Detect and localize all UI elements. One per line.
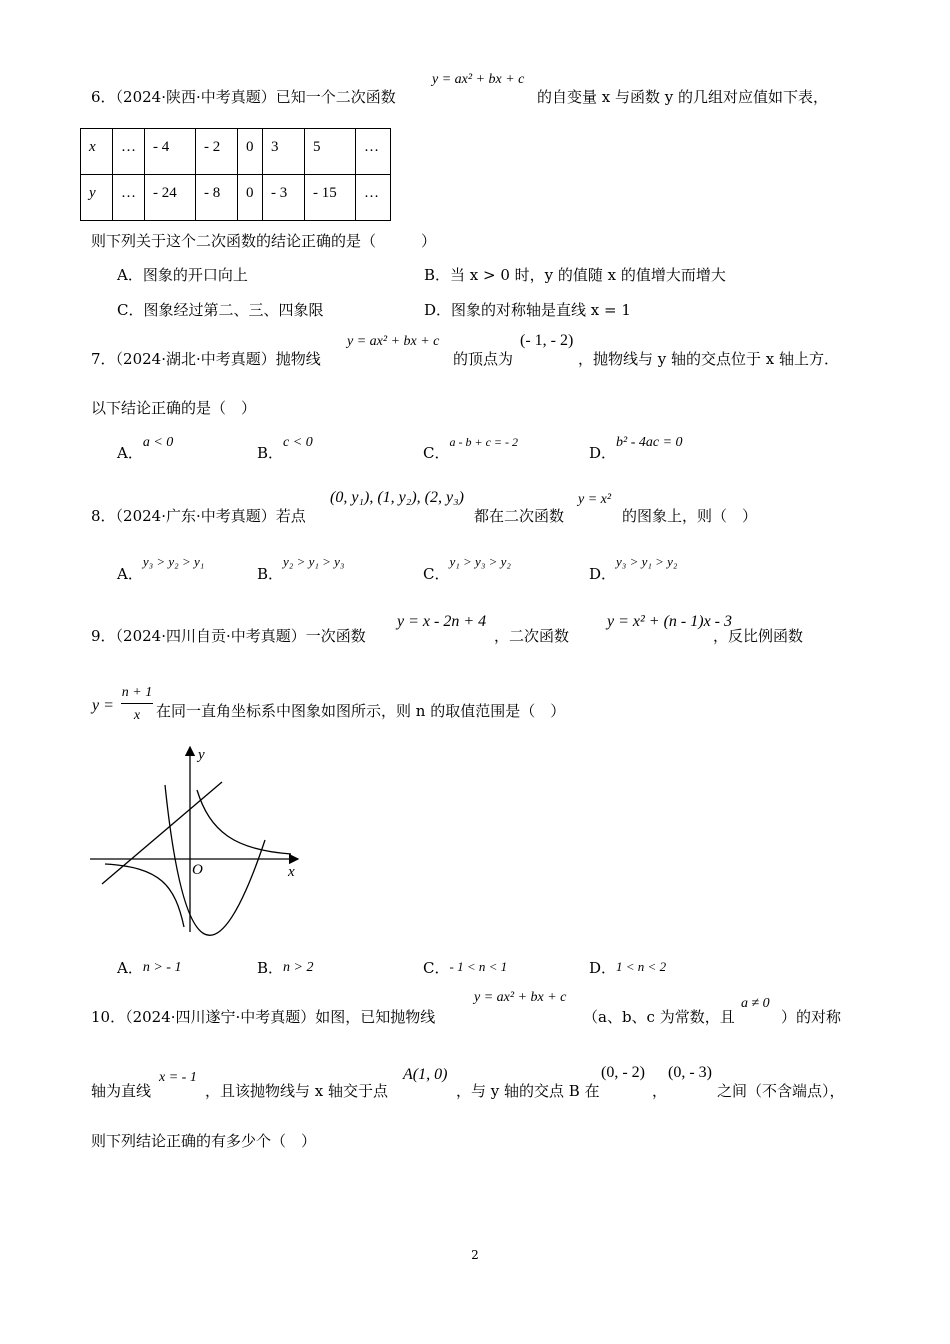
- q7-option-b[interactable]: [257, 432, 313, 463]
- q6-value-table: [80, 128, 391, 221]
- q10-separator: ，: [652, 1082, 668, 1100]
- option-text: 当 x > 0 时，y 的值随 x 的值增大而增大: [450, 266, 726, 284]
- q7-source: （2024·湖北·中考真题）抛物线: [115, 350, 321, 368]
- option-label: B．: [257, 565, 284, 583]
- q10-source: （2024·四川遂宁·中考真题）如图，已知抛物线: [125, 1008, 436, 1026]
- option-text: c < 0: [283, 435, 313, 450]
- option-text: n > 2: [283, 960, 314, 975]
- linear-function-line: [102, 782, 222, 884]
- option-label: B．: [424, 266, 451, 284]
- q9-text-mid: ，二次函数: [494, 627, 570, 645]
- q9-option-b[interactable]: [257, 957, 313, 978]
- table-cell: - 15: [305, 175, 356, 221]
- q9-graph: [85, 740, 310, 940]
- q10-line2a: 轴为直线: [91, 1082, 152, 1100]
- q7-option-d[interactable]: [589, 432, 683, 463]
- table-cell: - 8: [196, 175, 238, 221]
- q7-formula: y = ax² + bx + c: [347, 334, 440, 349]
- table-cell: 0: [238, 129, 263, 175]
- q10-line2c: ，与 y 轴的交点 B 在: [456, 1082, 600, 1100]
- q9-text-after: ，反比例函数: [713, 627, 804, 645]
- option-text: 图象的对称轴是直线 x = 1: [451, 301, 631, 319]
- table-cell: y: [81, 175, 113, 221]
- q10-number: 10．: [91, 1008, 126, 1026]
- table-cell: …: [356, 129, 391, 175]
- q9-inverse-numerator: n + 1: [121, 685, 153, 700]
- option-label: C．: [423, 959, 450, 977]
- hyperbola-branch-2: [105, 864, 184, 927]
- option-text: a - b + c = - 2: [449, 435, 518, 449]
- origin-label: O: [192, 862, 203, 878]
- q10-point-2: (0, - 3): [668, 1064, 712, 1081]
- q8-points: (0, y₁), (1, y₂), (2, y₃): [330, 489, 464, 506]
- q9-line1: [91, 625, 366, 646]
- q10-text-after: ）的对称: [781, 1008, 842, 1026]
- table-row-y: [81, 175, 391, 221]
- q9-option-a[interactable]: [117, 957, 181, 978]
- option-text: b² - 4ac = 0: [616, 435, 683, 450]
- q10-point-a: A(1, 0): [403, 1066, 448, 1083]
- option-label: A．: [117, 266, 143, 284]
- q6-stem: 则下列关于这个二次函数的结论正确的是（ ）: [91, 232, 437, 250]
- option-text: 图象的开口向上: [142, 266, 248, 284]
- option-text: y₂ > y₁ > y₃: [283, 554, 345, 569]
- q6-option-d[interactable]: [424, 299, 631, 320]
- q8-option-b[interactable]: [257, 552, 344, 584]
- q9-number: 9．: [91, 627, 116, 645]
- table-cell: …: [113, 129, 145, 175]
- q8-line1: [91, 505, 306, 526]
- q7-option-c[interactable]: [423, 432, 518, 463]
- q9-inverse-denominator: x: [133, 708, 141, 723]
- q8-option-c[interactable]: [423, 552, 511, 584]
- option-label: C．: [423, 444, 450, 462]
- option-label: B．: [257, 444, 284, 462]
- q8-text-after: 的图象上，则（ ）: [622, 507, 758, 525]
- table-cell: x: [81, 129, 113, 175]
- q6-line1: [91, 86, 396, 107]
- q10-line1: [91, 1006, 435, 1027]
- q6-option-b[interactable]: [424, 264, 726, 285]
- q6-formula: y = ax² + bx + c: [432, 72, 525, 87]
- q7-text-mid: 的顶点为: [453, 350, 514, 368]
- table-cell: - 3: [263, 175, 305, 221]
- q6-source: （2024·陕西·中考真题）已知一个二次函数: [115, 88, 396, 106]
- q8-text-mid: 都在二次函数: [474, 507, 565, 525]
- option-label: A．: [117, 444, 143, 462]
- option-label: B．: [257, 959, 284, 977]
- q10-formula: y = ax² + bx + c: [474, 990, 567, 1005]
- q7-line1: [91, 348, 321, 369]
- table-cell: 0: [238, 175, 263, 221]
- option-text: - 1 < n < 1: [449, 959, 508, 974]
- q9-linear: y = x - 2n + 4: [397, 613, 487, 630]
- table-cell: …: [113, 175, 145, 221]
- q10-line2b: ，且该抛物线与 x 轴交于点: [205, 1082, 388, 1100]
- q8-number: 8．: [91, 507, 116, 525]
- q10-line2d: 之间（不含端点），: [717, 1082, 845, 1100]
- option-label: C．: [117, 301, 144, 319]
- option-label: C．: [423, 565, 450, 583]
- option-label: D．: [589, 959, 617, 977]
- table-cell: …: [356, 175, 391, 221]
- q10-axis: x = - 1: [159, 1070, 197, 1085]
- option-text: n > - 1: [142, 960, 182, 975]
- option-text: 图象经过第二、三、四象限: [143, 301, 324, 319]
- q10-text-mid: （a、b、c 为常数，且: [583, 1008, 735, 1026]
- q9-source: （2024·四川自贡·中考真题）一次函数: [115, 627, 366, 645]
- q8-option-d[interactable]: [589, 552, 677, 584]
- fraction-bar: [121, 703, 153, 704]
- option-text: 1 < n < 2: [616, 959, 667, 974]
- hyperbola-branch-1: [197, 790, 291, 854]
- q6-option-a[interactable]: [117, 264, 248, 285]
- q6-number: 6．: [91, 88, 116, 106]
- table-cell: - 2: [196, 129, 238, 175]
- q7-vertex: (- 1, - 2): [520, 332, 574, 349]
- option-label: A．: [117, 959, 143, 977]
- q8-formula: y = x²: [578, 492, 612, 507]
- option-label: D．: [589, 444, 617, 462]
- page-number: 2: [471, 1248, 479, 1262]
- table-cell: - 24: [145, 175, 196, 221]
- table-cell: 3: [263, 129, 305, 175]
- q7-number: 7．: [91, 350, 116, 368]
- q9-inverse-lhs: y =: [92, 697, 114, 714]
- option-label: D．: [589, 565, 617, 583]
- q8-option-a[interactable]: [117, 552, 204, 584]
- option-text: y₁ > y₃ > y₂: [449, 554, 511, 569]
- q10-stem: 则下列结论正确的有多少个（ ）: [91, 1132, 317, 1150]
- q9-stem: 在同一直角坐标系中图象如图所示，则 n 的取值范围是（ ）: [156, 702, 566, 720]
- q9-option-c[interactable]: [423, 957, 507, 978]
- table-cell: - 4: [145, 129, 196, 175]
- option-text: y₃ > y₁ > y₂: [616, 554, 678, 569]
- q10-point-1: (0, - 2): [601, 1064, 645, 1081]
- option-label: D．: [424, 301, 452, 319]
- q7-text-after: ，抛物线与 y 轴的交点位于 x 轴上方．: [578, 350, 840, 368]
- q8-source: （2024·广东·中考真题）若点: [115, 507, 306, 525]
- table-cell: 5: [305, 129, 356, 175]
- q9-option-d[interactable]: [589, 957, 666, 978]
- option-text: y₃ > y₂ > y₁: [142, 554, 205, 569]
- x-axis-label: x: [288, 864, 295, 880]
- q6-option-c[interactable]: [117, 299, 324, 320]
- option-label: A．: [117, 565, 143, 583]
- q7-stem: 以下结论正确的是（ ）: [91, 399, 257, 417]
- option-text: a < 0: [142, 435, 174, 450]
- y-axis-label: y: [198, 747, 205, 763]
- table-row-x: [81, 129, 391, 175]
- q7-option-a[interactable]: [117, 432, 173, 463]
- q10-condition: a ≠ 0: [741, 996, 770, 1011]
- q6-text-after: 的自变量 x 与函数 y 的几组对应值如下表，: [537, 88, 829, 106]
- q9-quadratic: y = x² + (n - 1)x - 3: [607, 613, 733, 630]
